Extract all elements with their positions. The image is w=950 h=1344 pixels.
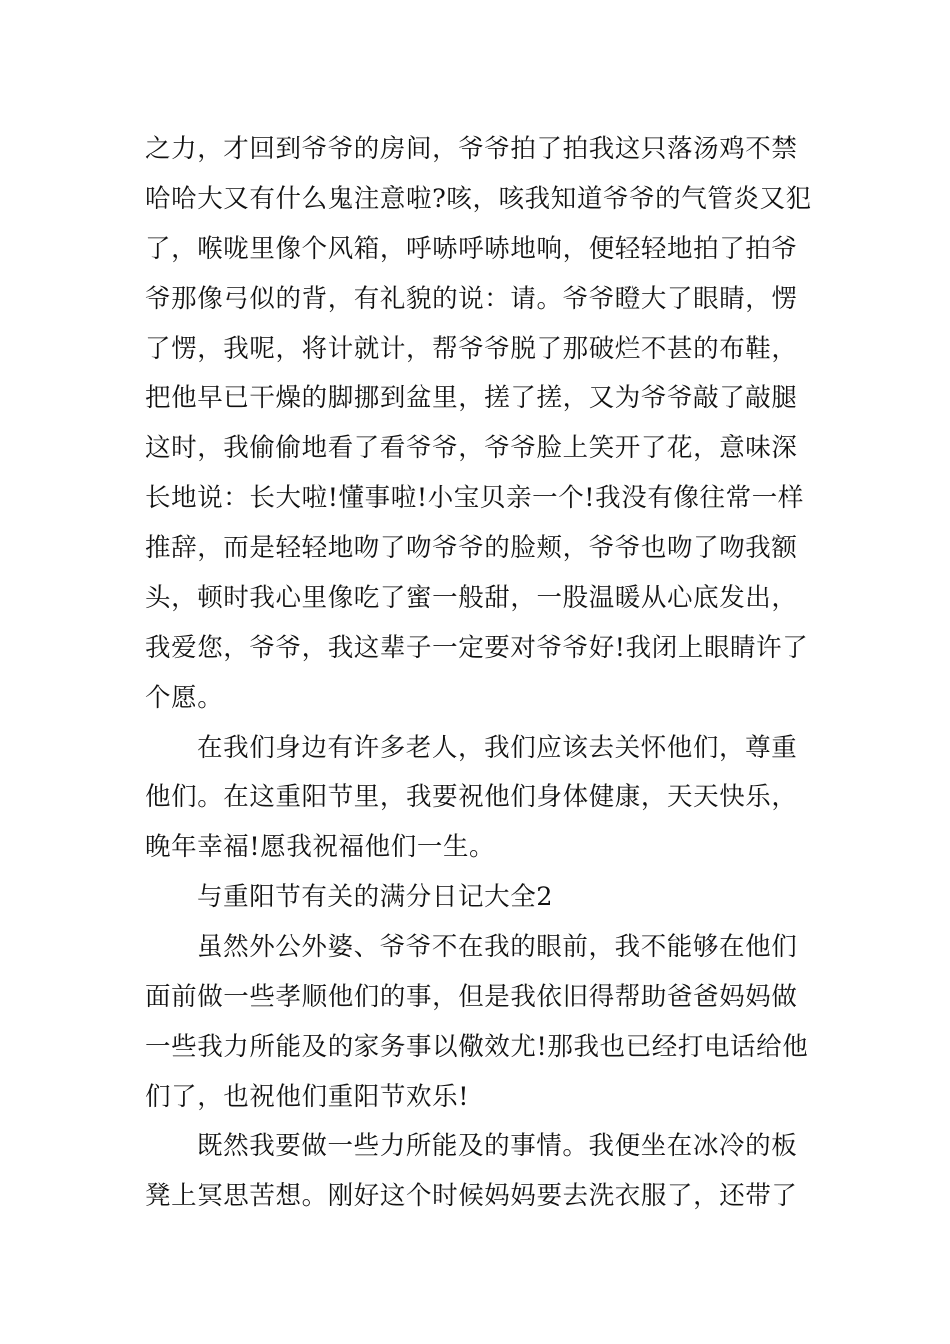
text-line: 了，喉咙里像个风箱，呼哧呼哧地响，便轻轻地拍了拍爷 [145,234,798,264]
text-line: 个愿。 [145,683,224,713]
text-line: 哈哈大又有什么鬼注意啦?咳，咳我知道爷爷的气管炎又犯 [145,184,812,214]
text-line: 之力，才回到爷爷的房间，爷爷拍了拍我这只落汤鸡不禁 [145,134,798,164]
text-line: 了愣，我呢，将计就计，帮爷爷脱了那破烂不甚的布鞋， [145,334,798,364]
text-line: 我爱您，爷爷，我这辈子一定要对爷爷好!我闭上眼睛许了 [145,633,809,663]
text-line: 头，顿时我心里像吃了蜜一般甜，一股温暖从心底发出， [145,583,798,613]
paragraph-first-line: 虽然外公外婆、爷爷不在我的眼前，我不能够在他们 [197,932,798,962]
text-line: 们了，也祝他们重阳节欢乐! [145,1082,470,1112]
text-line: 面前做一些孝顺他们的事，但是我依旧得帮助爸爸妈妈做 [145,982,798,1012]
text-line: 爷那像弓似的背，有礼貌的说：请。爷爷瞪大了眼睛，愣 [145,284,798,314]
text-line: 一些我力所能及的家务事以儆效尤!那我也已经打电话给他 [145,1032,809,1062]
text-line: 把他早已干燥的脚挪到盆里，搓了搓，又为爷爷敲了敲腿 [145,383,798,413]
text-line: 长地说：长大啦!懂事啦!小宝贝亲一个!我没有像往常一样 [145,483,804,513]
text-line: 晚年幸福!愿我祝福他们一生。 [145,832,496,862]
text-line: 他们。在这重阳节里，我要祝他们身体健康，天天快乐， [145,782,798,812]
paragraph-first-line: 在我们身边有许多老人，我们应该去关怀他们，尊重 [197,733,798,763]
section-heading: 与重阳节有关的满分日记大全2 [197,882,554,912]
text-line: 这时，我偷偷地看了看爷爷，爷爷脸上笑开了花，意味深 [145,433,798,463]
text-line: 凳上冥思苦想。刚好这个时候妈妈要去洗衣服了，还带了 [145,1181,798,1211]
paragraph-first-line: 既然我要做一些力所能及的事情。我便坐在冰冷的板 [197,1131,798,1161]
text-line: 推辞，而是轻轻地吻了吻爷爷的脸颊，爷爷也吻了吻我额 [145,533,798,563]
